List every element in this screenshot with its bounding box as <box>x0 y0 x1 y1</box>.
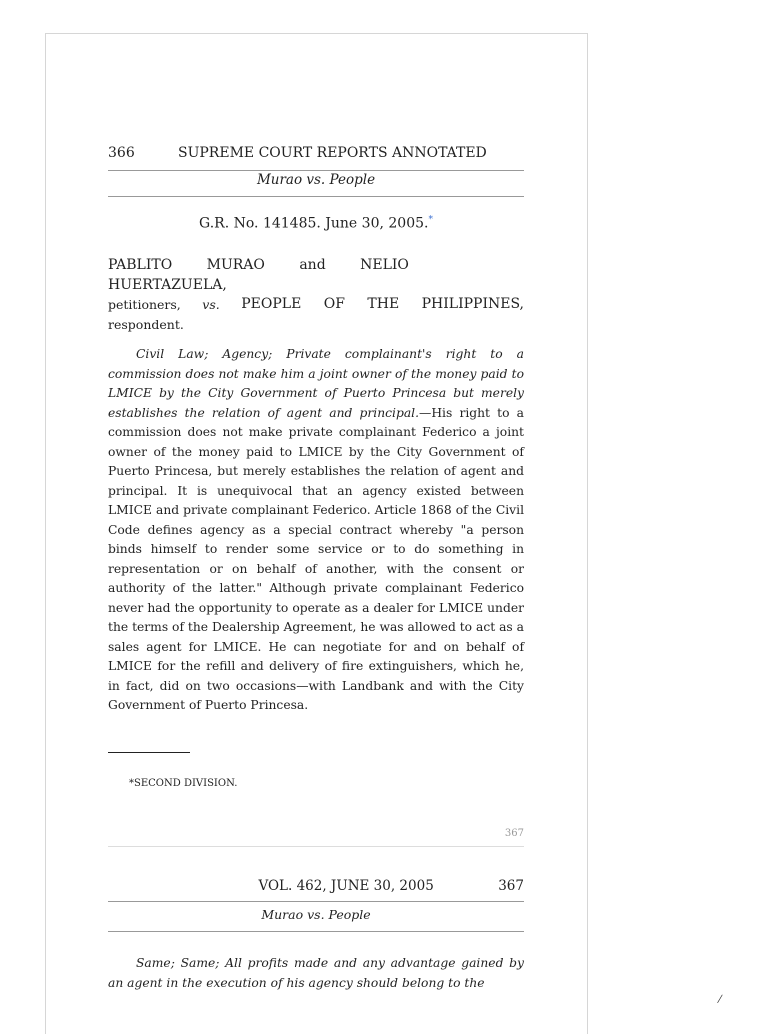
page-marker: 367 <box>504 828 524 839</box>
vs-label: vs. <box>202 297 220 312</box>
petitioners-label: petitioners, <box>108 297 181 312</box>
syllabus-headnote: Civil Law; Agency; Private complainant's right to a commission does not make him a joint owner of the money paid to LMICE by the City Government of Puerto Princesa but merely establishes the relation of agent and principal. <box>108 347 524 420</box>
header-title: SUPREME COURT REPORTS ANNOTATED <box>178 145 487 161</box>
syllabus-text: —His right to a commission does not make private complainant Federico a joint owner of the money paid to LMICE by the City Government of Puerto Princesa, but merely establishes the relation of agent and principal. It is unequivocal that an agency existed between LMICE and private complainant Federico. Article 1868 of the Civil Code defines agency as a special contract whereby "a person binds himself to render some service or to do something in representation or on behalf of another, with the consent or authority of the latter." Although private complainant Federico never had the opportunity to operate as a dealer for LMICE under the terms of the Dealership Agreement, he was allowed to act as a sales agent for LMICE. He can negotiate for and on behalf of LMICE for the refill and delivery of fire extinguishers, which he, in fact, did on two occasions—with Landbank and with the City Government of Puerto Princesa. <box>108 405 524 712</box>
footnote-rule <box>108 752 190 753</box>
case-caption: Murao vs. People <box>256 172 376 188</box>
caption-rule-2 <box>108 931 524 932</box>
syllabus-paragraph-2: Same; Same; All profits made and any advantage gained by an agent in the execution of his agency should belong to the <box>108 956 524 990</box>
running-header <box>108 145 524 161</box>
gr-line: G.R. No. 141485. June 30, 2005. <box>199 215 429 232</box>
document-page <box>45 33 588 1034</box>
respondent-name: PEOPLE OF THE PHILIPPINES, <box>241 296 524 312</box>
gr-number <box>108 215 524 232</box>
parties-line-3: respondent. <box>108 316 184 332</box>
running-header-2 <box>108 878 524 894</box>
footnote: *SECOND DIVISION. <box>129 778 238 789</box>
syllabus-paragraph <box>108 345 524 716</box>
petitioners-names: PABLITO MURAO and NELIO HUERTAZUELA, <box>108 257 409 293</box>
page-number-2: 367 <box>498 878 524 894</box>
parties-block <box>108 256 524 334</box>
page-break-rule <box>108 846 524 847</box>
corner-mark: / <box>716 994 723 1005</box>
case-caption-2: Murao vs. People <box>261 907 371 922</box>
parties-line-1 <box>108 256 524 295</box>
header-rule-2 <box>108 901 524 902</box>
parties-line-2 <box>108 295 524 315</box>
header-rule <box>108 170 524 171</box>
page-number: 366 <box>108 145 135 161</box>
header-title-2: VOL. 462, JUNE 30, 2005 <box>258 878 434 894</box>
caption-rule <box>108 196 524 197</box>
footnote-marker[interactable]: * <box>428 215 433 225</box>
